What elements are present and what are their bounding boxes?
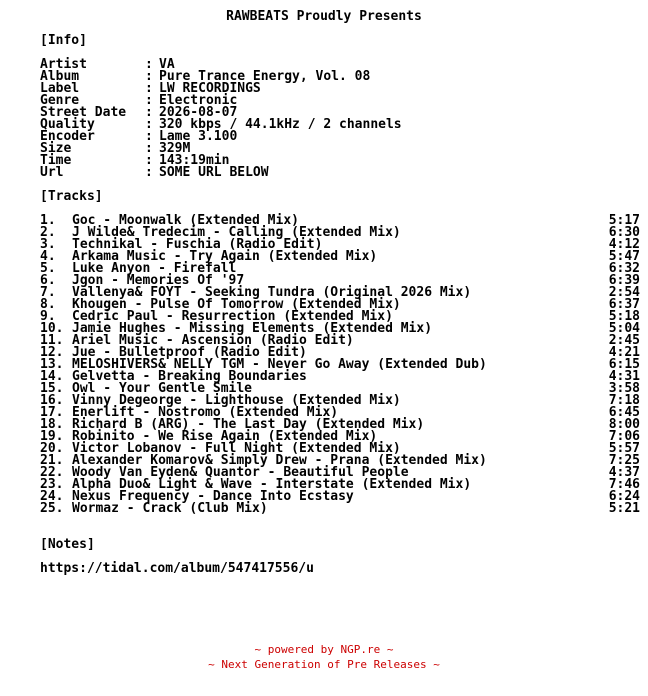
track-title: Alexander Komarov& Simply Drew - Prana (Extended Mix) (72, 453, 487, 468)
track-duration: 6:32 (608, 261, 640, 276)
track-number: 2. (40, 225, 56, 240)
info-key: Genre (40, 93, 80, 108)
page-title: RAWBEATS Proudly Presents (226, 9, 422, 24)
track-title: Goc - Moonwalk (Extended Mix) (72, 213, 299, 228)
track-number: 14. (40, 369, 64, 384)
track-title: Jue - Bulletproof (Radio Edit) (72, 345, 307, 360)
track-title: Vallenya& FOYT - Seeking Tundra (Original 2026 Mix) (72, 285, 472, 300)
track-title: Vinny Degeorge - Lighthouse (Extended Mix) (72, 393, 401, 408)
footer-powered-by: ~ powered by NGP.re ~ (254, 643, 394, 656)
track-title: Robinito - We Rise Again (Extended Mix) (72, 429, 378, 444)
info-heading: [Info] (40, 33, 87, 48)
footer-tagline: ~ Next Generation of Pre Releases ~ (208, 658, 440, 671)
tracks-heading: [Tracks] (40, 189, 103, 204)
track-title: Owl - Your Gentle Smile (72, 381, 253, 396)
track-duration: 2:54 (608, 285, 640, 300)
track-title: Victor Lobanov - Full Night (Extended Mix) (72, 441, 401, 456)
track-title: Enerlift - Nostromo (Extended Mix) (72, 405, 339, 420)
track-title: Woody Van Eyden& Quantor - Beautiful People (72, 465, 409, 480)
track-duration: 7:18 (608, 393, 640, 408)
track-title: Technikal - Fuschia (Radio Edit) (72, 237, 323, 252)
track-duration: 6:45 (608, 405, 640, 420)
track-number: 24. (40, 489, 64, 504)
track-duration: 2:45 (608, 333, 640, 348)
info-value: SOME URL BELOW (159, 165, 269, 180)
track-title: Luke Anyon - Firefall (72, 261, 237, 276)
info-separator: : (145, 105, 153, 120)
track-number: 11. (40, 333, 64, 348)
info-value: Pure Trance Energy, Vol. 08 (159, 69, 371, 84)
track-title: Richard B (ARG) - The Last Day (Extended Mix) (72, 417, 425, 432)
track-number: 18. (40, 417, 64, 432)
track-title: Wormaz - Crack (Club Mix) (72, 501, 268, 516)
info-key: Url (40, 165, 64, 180)
info-separator: : (145, 57, 153, 72)
track-title: J Wilde& Tredecim - Calling (Extended Mix) (72, 225, 401, 240)
track-title: Jamie Hughes - Missing Elements (Extended Mix) (72, 321, 433, 336)
track-number: 17. (40, 405, 64, 420)
track-number: 6. (40, 273, 56, 288)
track-number: 4. (40, 249, 56, 264)
track-duration: 5:04 (608, 321, 640, 336)
info-separator: : (145, 153, 153, 168)
track-duration: 6:15 (608, 357, 640, 372)
track-title: Alpha Duo& Light & Wave - Interstate (Extended Mix) (72, 477, 472, 492)
track-title: Nexus Frequency - Dance Into Ecstasy (72, 489, 354, 504)
info-separator: : (145, 129, 153, 144)
info-value: 320 kbps / 44.1kHz / 2 channels (159, 117, 402, 132)
track-duration: 7:46 (608, 477, 640, 492)
track-number: 22. (40, 465, 64, 480)
track-duration: 5:18 (608, 309, 640, 324)
info-key: Label (40, 81, 80, 96)
info-separator: : (145, 117, 153, 132)
track-number: 5. (40, 261, 56, 276)
info-value: 329M (159, 141, 191, 156)
info-separator: : (145, 69, 153, 84)
track-duration: 7:25 (608, 453, 640, 468)
track-duration: 4:37 (608, 465, 640, 480)
info-key: Time (40, 153, 72, 168)
track-number: 21. (40, 453, 64, 468)
track-duration: 5:17 (608, 213, 640, 228)
track-number: 13. (40, 357, 64, 372)
info-separator: : (145, 141, 153, 156)
track-number: 9. (40, 309, 56, 324)
track-title: Cedric Paul - Resurrection (Extended Mix) (72, 309, 393, 324)
info-key: Album (40, 69, 80, 84)
track-title: Arkama Music - Try Again (Extended Mix) (72, 249, 378, 264)
track-duration: 6:24 (608, 489, 640, 504)
info-value: VA (159, 57, 175, 72)
info-key: Size (40, 141, 72, 156)
track-number: 12. (40, 345, 64, 360)
track-title: Jgon - Memories Of '97 (72, 273, 245, 288)
info-value: Lame 3.100 (159, 129, 238, 144)
track-duration: 3:58 (608, 381, 640, 396)
track-title: Khougen - Pulse Of Tomorrow (Extended Mix) (72, 297, 401, 312)
info-separator: : (145, 165, 153, 180)
info-key: Street Date (40, 105, 127, 120)
info-value: 143:19min (159, 153, 230, 168)
track-number: 15. (40, 381, 64, 396)
info-value: Electronic (159, 93, 238, 108)
notes-url: https://tidal.com/album/547417556/u (40, 561, 314, 576)
info-value: 2026-08-07 (159, 105, 238, 120)
info-separator: : (145, 93, 153, 108)
track-duration: 4:31 (608, 369, 640, 384)
track-title: Gelvetta - Breaking Boundaries (72, 369, 307, 384)
track-number: 7. (40, 285, 56, 300)
track-duration: 6:39 (608, 273, 640, 288)
track-number: 8. (40, 297, 56, 312)
track-number: 19. (40, 429, 64, 444)
track-duration: 4:12 (608, 237, 640, 252)
track-row (0, 503, 648, 515)
track-number: 16. (40, 393, 64, 408)
track-duration: 5:57 (608, 441, 640, 456)
info-key: Artist (40, 57, 87, 72)
info-separator: : (145, 81, 153, 96)
track-number: 3. (40, 237, 56, 252)
info-key: Encoder (40, 129, 95, 144)
track-number: 10. (40, 321, 64, 336)
track-duration: 4:21 (608, 345, 640, 360)
notes-heading: [Notes] (40, 537, 95, 552)
track-title: Ariel Music - Ascension (Radio Edit) (72, 333, 354, 348)
track-duration: 5:47 (608, 249, 640, 264)
track-duration: 7:06 (608, 429, 640, 444)
info-key: Quality (40, 117, 95, 132)
track-duration: 6:37 (608, 297, 640, 312)
info-value: LW RECORDINGS (159, 81, 261, 96)
track-number: 20. (40, 441, 64, 456)
track-title: MELOSHIVERS& NELLY TGM - Never Go Away (Extended Dub) (72, 357, 487, 372)
track-number: 1. (40, 213, 56, 228)
track-number: 25. (40, 501, 64, 516)
track-number: 23. (40, 477, 64, 492)
track-duration: 5:21 (608, 501, 640, 516)
track-duration: 6:30 (608, 225, 640, 240)
track-duration: 8:00 (608, 417, 640, 432)
